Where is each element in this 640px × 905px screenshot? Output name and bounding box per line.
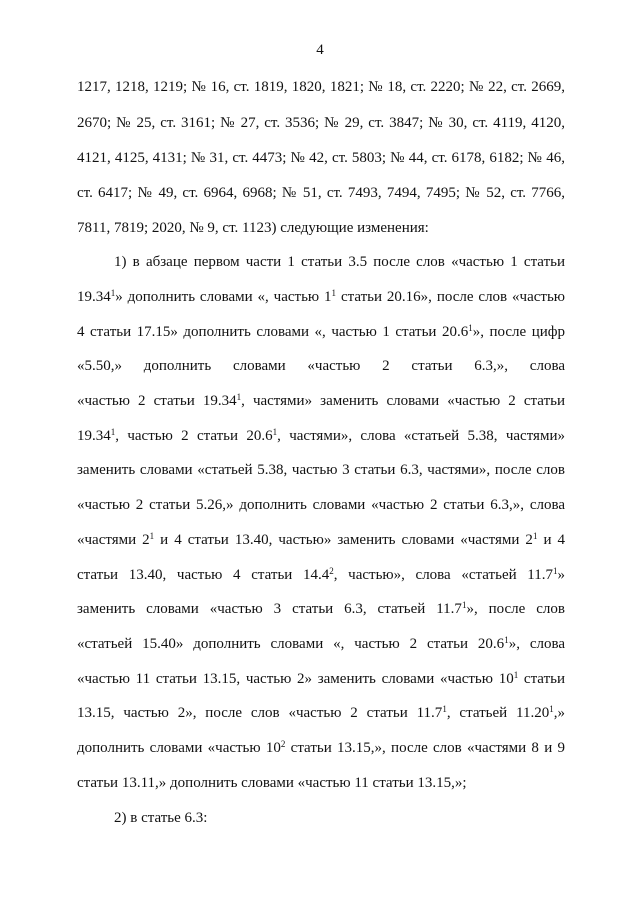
superscript: 1	[553, 566, 558, 576]
paragraph-line: «частью 2 статьи 5.26,» дополнить словами «частью 2 статьи 6.3,», слова	[77, 497, 565, 513]
paragraph-line: ст. 6417; № 49, ст. 6964, 6968; № 51, ст. 7493, 7494, 7495; № 52, ст. 7766,	[77, 185, 565, 201]
list-item-line: 1) в абзаце первом части 1 статьи 3.5 после слов «частью 1 статьи	[114, 254, 565, 270]
superscript: 1	[468, 323, 473, 333]
superscript: 1	[110, 288, 116, 298]
superscript: 1	[532, 531, 538, 541]
superscript: 2	[329, 566, 334, 576]
superscript: 1	[331, 288, 337, 298]
superscript: 1	[110, 427, 116, 437]
list-item-line: 2) в статье 6.3:	[114, 810, 208, 826]
superscript: 1	[461, 600, 467, 610]
paragraph-line: 19.34$^1$, частью 2 статьи 20.6$^1$, частями», слова «статьей 5.38, частями»	[77, 427, 565, 444]
superscript: 1	[549, 704, 554, 714]
paragraph-line: заменить словами «статьей 5.38, частью 3 статьи 6.3, частями», после слов	[77, 462, 565, 478]
superscript: 1	[442, 704, 447, 714]
superscript: 1	[149, 531, 155, 541]
paragraph-line: «частью 11 статьи 13.15, частью 2» заменить словами «частью $10^1$ статьи	[77, 670, 566, 687]
paragraph-line: дополнить словами «частью $10^2$ статьи 13.15,», после слов «частями 8 и 9	[77, 739, 565, 756]
paragraph-line: «5.50,» дополнить словами «частью 2 статьи 6.3,», слова	[77, 358, 565, 374]
paragraph-line: 4 статьи 17.15» дополнить словами «, частью 1 статьи 20.6$^1$», после цифр	[77, 323, 565, 340]
paragraph-line: 7811, 7819; 2020, № 9, ст. 1123) следующие изменения:	[77, 220, 429, 236]
paragraph-line: заменить словами «частью 3 статьи 6.3, статьей 11.7$^1$», после слов	[77, 600, 565, 617]
paragraph-line: «частями $2^1$ и 4 статьи 13.40, частью» заменить словами «частями $2^1$ и 4	[77, 531, 566, 548]
paragraph-line: 2670; № 25, ст. 3161; № 27, ст. 3536; № 29, ст. 3847; № 30, ст. 4119, 4120,	[77, 115, 565, 131]
paragraph-line: 4121, 4125, 4131; № 31, ст. 4473; № 42, ст. 5803; № 44, ст. 6178, 6182; № 46,	[77, 150, 565, 166]
superscript: 1	[504, 635, 509, 645]
superscript: 1	[513, 670, 519, 680]
paragraph-line: «частью 2 статьи 19.34$^1$, частями» заменить словами «частью 2 статьи	[77, 392, 565, 409]
paragraph-line: статьи 13.11,» дополнить словами «частью 11 статьи 13.15,»;	[77, 775, 467, 791]
paragraph-line: 1217, 1218, 1219; № 16, ст. 1819, 1820, 1821; № 18, ст. 2220; № 22, ст. 2669,	[77, 79, 565, 95]
paragraph-line: 19.34$^1$» дополнить словами «, частью $1^1$ статьи 20.16», после слов «частью	[77, 288, 565, 305]
superscript: 2	[280, 739, 286, 749]
paragraph-line: 13.15, частью 2», после слов «частью 2 статьи 11.7$^1$, статьей 11.20$^1$,»	[77, 704, 565, 721]
paragraph-line: «статьей 15.40» дополнить словами «, частью 2 статьи 20.6$^1$», слова	[77, 635, 566, 652]
paragraph-line: статьи 13.40, частью 4 статьи 14.4$^2$, частью», слова «статьей 11.7$^1$»	[77, 566, 565, 583]
superscript: 1	[236, 392, 242, 402]
superscript: 1	[272, 427, 278, 437]
page-number: 4	[316, 42, 324, 58]
